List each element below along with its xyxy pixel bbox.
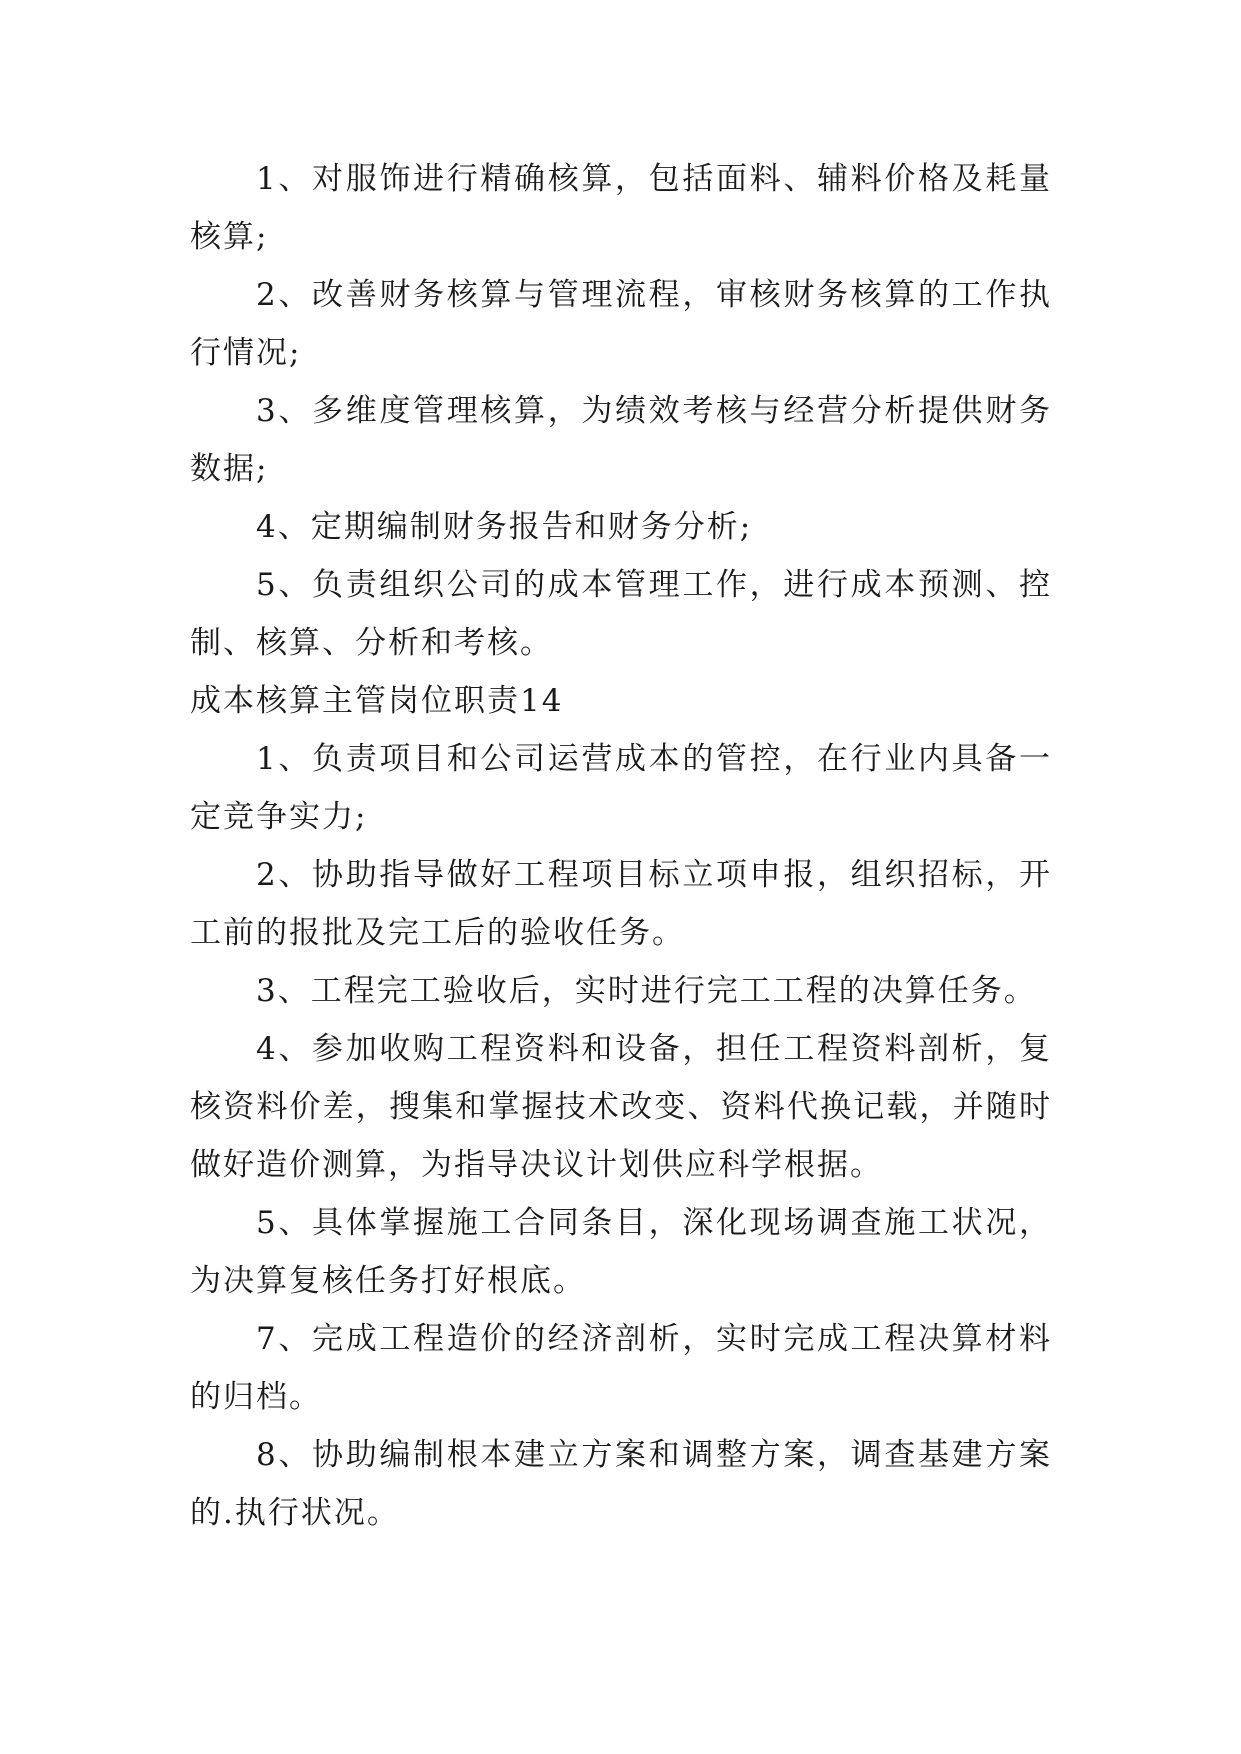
paragraph-2: 2、改善财务核算与管理流程，审核财务核算的工作执行情况;: [190, 277, 1052, 371]
section-paragraph-6: 7、完成工程造价的经济剖析，实时完成工程决算材料的归档。: [190, 1321, 1052, 1415]
section-paragraph-3: 3、工程完工验收后，实时进行完工工程的决算任务。: [256, 973, 1037, 1009]
paragraph-5: 5、负责组织公司的成本管理工作，进行成本预测、控制、核算、分析和考核。: [190, 567, 1052, 661]
section-paragraph-4: 4、参加收购工程资料和设备，担任工程资料剖析，复核资料价差，搜集和掌握技术改变、资料代换记载，并随时做好造价测算，为指导决议计划供应科学根据。: [190, 1031, 1052, 1183]
section-paragraph-5: 5、具体掌握施工合同条目，深化现场调查施工状况，为决算复核任务打好根底。: [190, 1205, 1052, 1299]
section-paragraph-1: 1、负责项目和公司运营成本的管控，在行业内具备一定竞争实力;: [190, 741, 1052, 835]
section-paragraph-7: 8、协助编制根本建立方案和调整方案，调查基建方案的.执行状况。: [190, 1437, 1052, 1531]
paragraph-1: 1、对服饰进行精确核算，包括面料、辅料价格及耗量核算;: [190, 161, 1052, 255]
section-title: 成本核算主管岗位职责14: [190, 683, 564, 719]
paragraph-3: 3、多维度管理核算，为绩效考核与经营分析提供财务数据;: [190, 393, 1052, 487]
paragraph-4: 4、定期编制财务报告和财务分析;: [256, 509, 753, 545]
section-paragraph-2: 2、协助指导做好工程项目标立项申报，组织招标，开工前的报批及完工后的验收任务。: [190, 857, 1052, 951]
document-page: [190, 150, 1052, 1542]
